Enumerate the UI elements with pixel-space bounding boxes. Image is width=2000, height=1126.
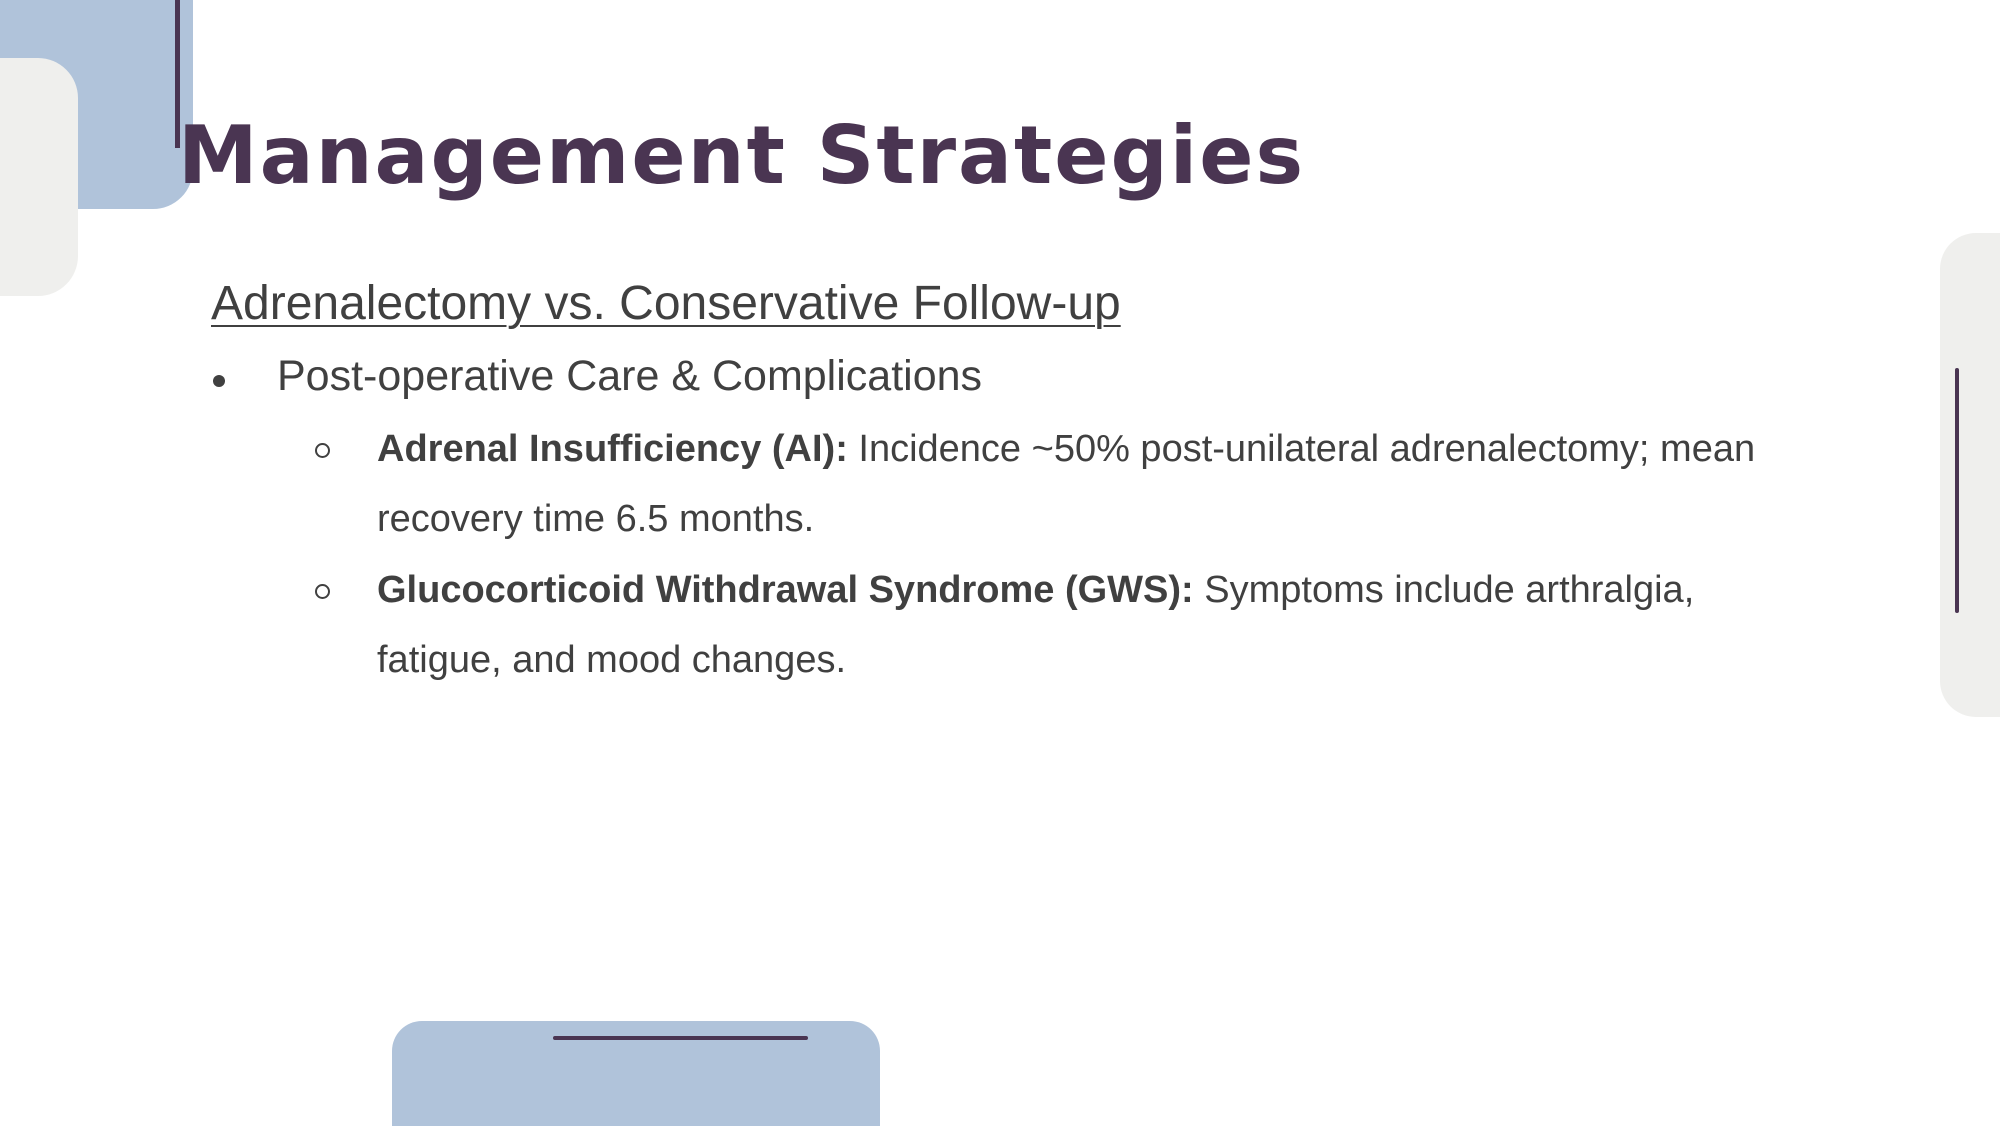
sub-bullet-text: Incidence ~50% post-unilateral adrenalectomy; mean recovery time 6.5 months. <box>377 428 1756 540</box>
sub-bullet-body <box>377 414 1775 554</box>
sub-bullet-body <box>377 555 1775 695</box>
decorative-accent-line-right <box>1955 368 1959 613</box>
hollow-circle-bullet-icon <box>315 584 330 599</box>
sub-bullet-term: Glucocorticoid Withdrawal Syndrome (GWS): <box>377 569 1194 611</box>
sub-bullet-term: Adrenal Insufficiency (AI): <box>377 428 848 470</box>
page-title: Management Strategies <box>178 109 1306 202</box>
decorative-accent-line-bottom <box>553 1036 808 1040</box>
bullet-dot-icon <box>213 375 225 387</box>
sub-bullet-text: Symptoms include arthralgia, fatigue, and mood changes. <box>377 569 1695 681</box>
decorative-gray-shape-right <box>1940 233 2000 717</box>
hollow-circle-bullet-icon <box>315 443 330 458</box>
section-subtitle: Adrenalectomy vs. Conservative Follow-up <box>211 277 1121 330</box>
decorative-gray-shape-left <box>0 58 78 296</box>
sub-bullet-item-adrenal-insufficiency <box>315 414 1775 554</box>
bullet-text: Post-operative Care & Complications <box>277 352 983 400</box>
sub-bullet-item-glucocorticoid-withdrawal <box>315 555 1775 695</box>
